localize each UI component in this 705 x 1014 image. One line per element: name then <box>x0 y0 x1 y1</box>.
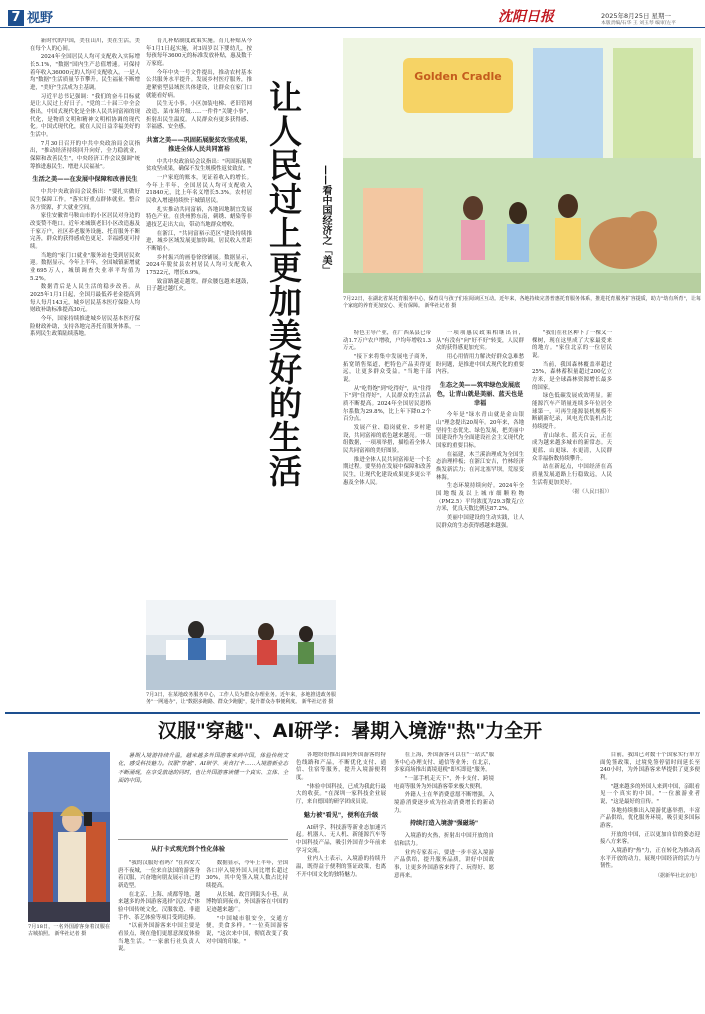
section-divider <box>5 712 700 714</box>
tourist-photo-image <box>28 752 110 922</box>
paragraph: 开放的中国，正以更加自信的姿态迎接八方来客。 <box>600 831 700 846</box>
paragraph: 业内专家表示，要进一步丰富入境游产品供给，提升服务品质，讲好中国故事，让更多外国游客来得了、玩得好、愿意再来。 <box>394 849 494 879</box>
paragraph: 习近平总书记强调："我们的奋斗目标就是让人民过上好日子。"党的二十届三中全会指出，中国式现代化是全体人民共同富裕的现代化，是物质文明和精神文明相协调的现代化。中国式现代化，就在人民日益幸福美好的生活中。 <box>30 93 140 139</box>
paragraph: 乡村振兴的画卷徐徐铺展。数据显示，2024年脱贫县农村居民人均可支配收入17522元，增长6.9%。 <box>146 254 252 277</box>
paragraph: 入境游的火热，折射出中国开放的自信和活力。 <box>394 833 494 847</box>
paragraph: 入境游的"热"力，正在转化为推动高水平开放的动力，展现中国经济的活力与韧性。 <box>600 848 700 870</box>
service-hall-photo <box>146 600 336 690</box>
photo-caption <box>28 924 110 954</box>
paragraph: 从长城、故宫到街头小巷，从博物馆到夜市，外国游客在中国的足迹越来越广。 <box>206 891 288 914</box>
paragraph: 数据显示，今年上半年，全国各口岸入境外国人同比增长超过30%，其中免签入境人数占比持续提高。 <box>206 860 288 890</box>
paragraph: 数据背后是人民生活的稳步改善。从2025年1月1日起，全国月最低养老金提高到每人每月143元，城乡居民基本医疗保险人均财政补助标准提高30元。 <box>30 284 140 314</box>
section-heading: 持续打造入境游"强磁场" <box>409 820 479 828</box>
bottom-col-1 <box>118 860 200 1005</box>
paragraph: 生态环境持续向好。2024年全国地级及以上城市细颗粒物（PM2.5）平均浓度为29.3微克/立方米，优良天数比例达87.2%。 <box>436 483 524 513</box>
photo-caption <box>343 296 701 322</box>
bottom-headline: 汉服"穿越"、AI研学：暑期入境游"热"力全开 <box>157 720 543 742</box>
newspaper-logo: 沈阳日报 <box>498 9 554 25</box>
source-credit: （据新华社北京电） <box>654 873 700 880</box>
paragraph: 外籍人士在华消费意愿不断增强，入境游消费逐步成为拉动消费增长的新动力。 <box>394 792 494 814</box>
paragraph: 当地的"家门口就业"服务站也受到居民欢迎。数据显示，今年上半年，全国城镇新增就业695万人，城镇调查失业率平均值为5.2%。 <box>30 252 140 282</box>
paragraph: 各地持续推出入境游优惠举措，丰富产品供给，优化服务环境，吸引更多国际游客。 <box>600 807 700 830</box>
page-header <box>0 0 705 28</box>
paragraph: 致富路越走越宽，群众腰包越来越鼓，日子越过越红火。 <box>146 278 252 293</box>
photo-credit: 新华社记者 摄 <box>301 699 334 706</box>
page-number: 7 <box>8 10 24 26</box>
top-story-col-4 <box>436 330 524 700</box>
tourist-photo <box>28 752 110 922</box>
paragraph: 7月30日召开的中共中央政治局会议指出，"推动经济持续回升向好，全力稳就业，保障和改善民生"，中央经济工作会议强调"统筹推进惠民生、增进人民福祉"。 <box>30 140 140 170</box>
paragraph: 家住安徽省马鞍山市的小区居民对身边的改变赞不绝口。近年来城镇老旧小区改造惠及千家万户，社区养老服务设施、托育服务不断完善，群众的获得感成色更足、幸福感更可持续。 <box>30 213 140 250</box>
section-heading: 生态之美——筑牢绿色发展底色，让青山就是美丽、蓝天也是幸福 <box>436 382 524 407</box>
source-credit: （据《人民日报》） <box>569 489 612 496</box>
bottom-col-2 <box>206 860 288 1005</box>
paragraph: 目前，我国已对数十个国家实行单方面免签政策，过境免签停留时间延长至240小时，为外国游客来华提供了更多便利。 <box>600 752 700 782</box>
paragraph: 推进全体人民共同富裕是一个长期过程。要坚持在发展中保障和改善民生，让现代化建设成果更多更公平惠及全体人民。 <box>343 456 431 486</box>
paragraph: 在浙江，"共同富裕示范区"建设持续推进，城乡区域发展更加协调，居民收入差距不断缩小。 <box>146 230 252 253</box>
paragraph: "我的汉服好看吗？"在西安大唐不夜城，一位来自法国的游客身着汉服，兴奋地向朋友展示自己的新造型。 <box>118 860 200 890</box>
caption-text: 7月18日，一名外国游客身着汉服在古城拍照。 <box>28 924 110 938</box>
paragraph: 当前，我国森林覆盖率超过25%，森林蓄积量超过200亿立方米，是全球森林资源增长最多的国家。 <box>532 361 612 391</box>
paragraph: 今年，国家持续推进城乡居民基本医疗保险财政补助，支持各地完善托育服务体系，一系列民生政策陆续落地。 <box>30 315 140 338</box>
paragraph: 站在新起点，中国经济在高质量发展道路上行稳致远，人民生活将更加美好。 <box>532 464 612 486</box>
paragraph: 新时代的中国，美在山川，美在生活，美在每个人的心间。 <box>30 38 140 52</box>
paragraph: "以前外国游客来中国主要是看景点，现在他们更愿意深度体验当地生活。"一家旅行社负责人说。 <box>118 923 200 953</box>
photo-caption <box>146 692 336 712</box>
top-story-col-2 <box>146 38 252 598</box>
section-heading: 从打卡式观光到个性化体验 <box>150 846 226 853</box>
paragraph: 各地纷纷推出面向外国游客的特色线路和产品，不断优化支付、通信、住宿等服务，提升入境游便利度。 <box>296 752 386 782</box>
photo-credit: 新华社记者 摄 <box>424 303 457 310</box>
intro-text: 暑期入境游持续升温，越来越多外国游客来到中国，体验传统文化，感受科技魅力。汉服"穿越"、AI研学、美食打卡……入境游新业态不断涌现，在享受旅途的同时，也让外国游客读懂一个真实、立体、全面的中国。 <box>118 753 288 785</box>
paragraph: 中共中央政治局会议指出："要扎实做好民生保障工作。"落实好重点群体就业。整合各方资源，扩大就业空间。 <box>30 189 140 211</box>
paragraph: 2024年全国居民人均可支配收入实际增长5.1%，"数据"国内生产总值增速。可保持着年收入36000元的人均可支配收入。一是人均"数据"生活质量节节攀升。民生福祉不断增进，"美好"生活成为主基调。 <box>30 54 140 92</box>
top-story-col-1 <box>30 38 140 698</box>
paragraph: 在北京、上海、成都等地，越来越多的外国游客选择"沉浸式"体验中国传统文化。汉服妆造、非遗手作、茶艺体验等项目受到追捧。 <box>118 891 200 921</box>
paragraph: 一户家庭的账本，见证着收入的增长。今年上半年，全国居民人均可支配收入21840元，比上年名义增长5.3%。农村居民收入增速持续快于城镇居民。 <box>146 175 252 205</box>
paragraph: "我们在社区种下了一棵又一棵树，现在这里成了大家最爱来的地方。"家住北京的一位居民说。 <box>532 330 612 360</box>
paragraph: 扎实推动共同富裕，各地因地制宜发展特色产业。在贵州黔东南，刺绣、蜡染等非遗技艺走出大山，带动当地群众增收。 <box>146 206 252 229</box>
caption-text: 7月3日，在某地政务服务中心，工作人员为群众办理业务。近年来，多地推进政务服务"一网通办"，让"数据多跑路、群众少跑腿"，提升群众办事便利度。 <box>146 692 336 706</box>
paragraph: 特色主导产业，在广西某县已带动1.7万户农户增收，户均年增收1.3万元。 <box>343 330 431 352</box>
editor-credits: 本版责编/石华 王 刘玉琴 编审/左平 <box>601 21 676 26</box>
paragraph: "接下来将集中发展电子商务，拓宽销售渠道，把特色产品卖得更远，让更多群众受益。"当地干部说。 <box>343 354 431 384</box>
paragraph: 业内人士表示，入境游的持续升温，既得益于便利的签证政策，也离不开中国文化的独特魅力。 <box>296 856 386 878</box>
page-name: 视野 <box>27 11 54 26</box>
bottom-col-4 <box>394 752 494 1007</box>
paragraph: 中共中央政治局会议指出："巩固拓展脱贫攻坚成果，确保不发生规模性返贫致贫。" <box>146 158 252 173</box>
paragraph: 美丽中国建设的生动实践，让人民群众的生态获得感越来越强。 <box>436 515 524 529</box>
bottom-col-5 <box>600 752 700 1007</box>
nursery-photo-image <box>343 38 701 293</box>
headline: 让人民过上更加美好的生活 <box>264 80 303 488</box>
paragraph: 在福建，木兰溪治理成为全国生态治理样板；在浙江安吉，竹林经济焕发新活力；在河北塞罕坝，荒原变林海。 <box>436 451 524 481</box>
section-heading: 生活之美——在发展中保障和改善民生 <box>32 176 138 184</box>
paragraph: "一部手机走天下"，外卡支付、跨境电商等服务为外国游客带来极大便利。 <box>394 776 494 790</box>
issue-date: 2025年8月25日 星期一 <box>601 12 672 20</box>
paragraph: 绿色低碳发展成效明显。新能源汽车产销量连续多年位居全球第一，可再生能源装机规模不断刷新纪录，风电光伏装机占比持续提升。 <box>532 393 612 431</box>
paragraph: 从"吃得饱"到"吃得好"，从"住得下"到"住得好"，人民群众的生活品质不断提高。2024年全国居民恩格尔系数为29.8%，比上年下降0.2个百分点。 <box>343 385 431 423</box>
paragraph: AI研学、科技游等新业态加速兴起。机器人、无人机、新能源汽车等中国科技产品，吸引外国青少年前来学习交流。 <box>296 824 386 854</box>
nursery-photo <box>343 38 701 293</box>
photo-credit: 新华社记者 摄 <box>54 931 87 938</box>
photo-sign-text: Golden Cradle <box>414 70 502 83</box>
top-story-col-5 <box>532 330 612 710</box>
section-heading: 魅力被"看见"，便利在升级 <box>303 811 379 819</box>
paragraph: 青山绿水、蓝天白云，正在成为越来越多城市的新常态。天更蓝、山更绿、水更清，人民群众幸福指数持续攀升。 <box>532 432 612 462</box>
paragraph: "越来越多的外国人来到中国，亲眼看见一个真实的中国。"一位旅游业者说，"这是最好的宣传。" <box>600 783 700 806</box>
paragraph: 用心用情用力解决好群众急难愁盼问题，是推进中国式现代化的重要内容。 <box>436 354 524 376</box>
bottom-col-3 <box>296 752 386 1007</box>
paragraph: 一项项惠民政策相继出台，从"有没有"向"好不好"转变，人民群众的获得感更加充实。 <box>436 330 524 352</box>
paragraph: 今年中央一号文件提出，推动农村基本公共服务水平提升。发展乡村医疗服务，推进紧密型县域医共体建设，让群众在家门口就能看好病。 <box>146 69 252 99</box>
paragraph: 民生无小事。小区加装电梯、老旧管网改造、菜市场升级……一件件"关键小事"，折射出民生温度。人民群众有更多获得感、幸福感、安全感。 <box>146 101 252 131</box>
paragraph: 育儿补贴制度政策实施。育儿补贴从今年1月1日起实施，对3周岁以下婴幼儿，按每孩每年3600元的标准发放补贴，惠及数千万家庭。 <box>146 38 252 68</box>
section-heading: 共富之美——巩固拓展脱贫攻坚成果，推进全体人民共同富裕 <box>146 137 252 153</box>
paragraph: 今年是"绿水青山就是金山银山"理念提出20周年。20年来，各地坚持生态优先、绿色发展，把美丽中国建设作为全面建设社会主义现代化国家的重要目标。 <box>436 412 524 450</box>
service-hall-photo-image <box>146 600 336 690</box>
bottom-intro <box>118 752 288 840</box>
paragraph: "中国城市很安全，交通方便，美食多样。"一位英国游客说，"这次来中国，彻底改变了我对中国的印象。" <box>206 915 288 945</box>
caption-text: 7月22日，在湖北省某托育服务中心，保育员与孩子们在阅读区互动。近年来，各地持续完善普惠托育服务体系，推进托育服务扩容提质，助力"幼有所育"，让每个家庭的养育更加安心、更有保障。 <box>343 296 701 310</box>
top-story-col-3 <box>343 330 431 700</box>
paragraph: 发展产业、稳岗就业、乡村建设，共同富裕的底色越来越亮。一组组数据，一项项举措，描绘着全体人民共同富裕的美好图景。 <box>343 425 431 455</box>
paragraph: 在上海，外国游客可以在"一站式"服务中心办理支付、通信等业务；在北京，多家商场推出离境退税"即买即退"服务。 <box>394 752 494 774</box>
subheadline: ——看中国经济之「美」 <box>320 165 331 275</box>
paragraph: "体验中国科技，已成为我此行最大的收获。"在深圳一家科技企业展厅，来自德国的研学团成员说。 <box>296 783 386 806</box>
